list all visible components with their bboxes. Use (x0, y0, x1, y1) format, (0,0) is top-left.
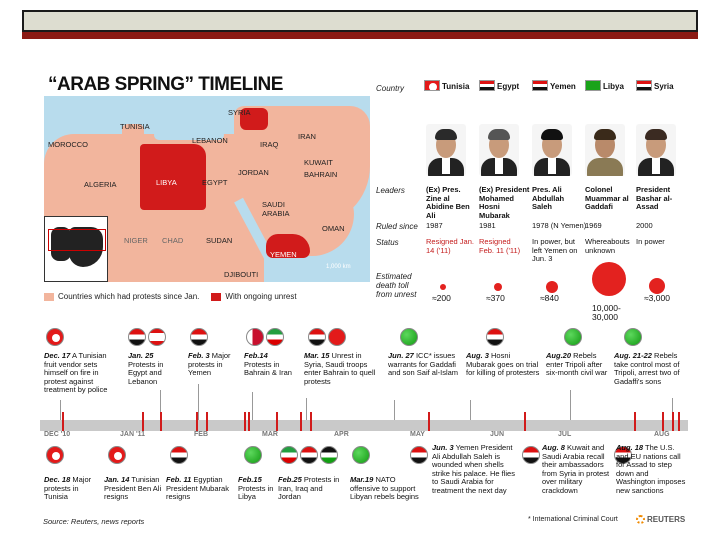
yemen-event-icon (410, 446, 428, 464)
map-label-kuwait: KUWAIT (304, 158, 333, 167)
map-label-tunisia: TUNISIA (120, 122, 150, 131)
event-tick (142, 412, 144, 431)
event-tick (248, 412, 250, 431)
event-date: Feb.15 (238, 475, 262, 484)
event-date: Jan. 14 (104, 475, 130, 484)
event-text: Rebels enter Tripoli after six-month civil war (546, 351, 608, 377)
tripoli-rebels-event-icon (564, 328, 582, 346)
egypt-event-icon (170, 446, 188, 464)
event-date: Feb. 11 (166, 475, 192, 484)
connector (570, 390, 571, 420)
event-text: ICC* issues warrants for Gaddafi and son Saif al-Islam (388, 351, 459, 377)
yemen-flag-icon (532, 80, 548, 91)
map-label-bahrain: BAHRAIN (304, 170, 338, 179)
event-date: Mar. 15 (304, 351, 330, 360)
map-label-djibouti: DJIBOUTI (224, 270, 259, 279)
event-date: Jan. 25 (128, 351, 154, 360)
event-tick (662, 412, 664, 431)
status-egypt: Resigned Feb. 11 ('11) (479, 237, 521, 255)
month-label: MAY (410, 431, 425, 438)
status-tunisia: Resigned Jan. 14 ('11) (426, 237, 474, 255)
tunisia-event-icon (46, 328, 64, 346)
tunisia-event-icon (108, 446, 126, 464)
timeline-event-bottom (44, 476, 98, 502)
row-label-leaders: Leaders (376, 186, 405, 195)
event-text: Kuwait and Saudi Arabia recall their ambassadors from Syria in protest over military crackdown (542, 443, 610, 495)
event-tick (196, 412, 198, 431)
portrait-gaddafi (585, 124, 625, 176)
leader-tunisia: (Ex) Pres. Zine al Abidine Ben Ali (426, 185, 470, 220)
timeline-event-top (614, 352, 686, 386)
ruled-tunisia: 1987 (426, 221, 443, 230)
legend-swatch-unrest (211, 293, 221, 301)
map-label-syria: SYRIA (228, 108, 251, 117)
event-date: Dec. 18 (44, 475, 71, 484)
iran-event-icon (266, 328, 284, 346)
tripoli-control-event-icon (624, 328, 642, 346)
libya-event-icon (244, 446, 262, 464)
iraq-event-icon (300, 446, 318, 464)
ruled-syria: 2000 (636, 221, 653, 230)
month-label: DEC '10 (44, 431, 71, 438)
month-label: JAN '11 (120, 431, 146, 438)
legend-protests-label: Countries which had protests since Jan. (58, 292, 200, 301)
egypt-flag-icon (479, 80, 495, 91)
map-label-saudi: SAUDI ARABIA (262, 200, 290, 218)
map-label-libya: LIBYA (156, 178, 177, 187)
event-text: Egyptian President Mubarak resigns (166, 475, 229, 501)
timeline-event-bottom (542, 444, 612, 495)
event-text: Major protests in Yemen (188, 351, 231, 377)
portrait-mubarak (479, 124, 519, 176)
event-tick (62, 412, 64, 431)
leader-yemen: Pres. Ali Abdullah Saleh (532, 185, 565, 211)
bahrain-event-icon (246, 328, 264, 346)
map-label-morocco: MOROCCO (48, 140, 88, 149)
event-text: A Tunisian fruit vendor sets himself on fire in protest against treatment by police (44, 351, 108, 394)
event-tick (524, 412, 526, 431)
timeline-event-top (244, 352, 292, 378)
slide-header-accent (22, 32, 698, 39)
deaths-egypt: ≈370 (486, 293, 505, 303)
libya-region (140, 144, 206, 210)
status-yemen: In power, but left Yemen on Jun. 3 (532, 237, 578, 263)
map-label-algeria: ALGERIA (84, 180, 117, 189)
event-tick (300, 412, 302, 431)
legend-unrest-label: With ongoing unrest (225, 292, 297, 301)
country-name-egypt: Egypt (497, 82, 520, 91)
timeline-axis (40, 420, 688, 431)
event-text: Protests in Bahrain & Iran (244, 359, 292, 377)
tunisia-flag-icon (424, 80, 440, 91)
map-label-iran: IRAN (298, 132, 316, 141)
row-label-country: Country (376, 84, 405, 93)
row-label-status: Status (376, 238, 399, 247)
connector (198, 384, 199, 420)
icc-libya-event-icon (400, 328, 418, 346)
event-date: Aug.20 (546, 351, 572, 360)
event-text: Protests in Libya (238, 483, 274, 501)
event-text: NATO offensive to support Libyan rebels begins (350, 475, 419, 501)
event-date: Aug. 18 (616, 443, 644, 452)
death-dot-tunisia (440, 284, 446, 290)
deaths-libya: 10,000-30,000 (592, 303, 621, 322)
leader-egypt: (Ex) President Mohamed Hosni Mubarak (479, 185, 530, 220)
month-label: AUG (654, 431, 670, 438)
map-label-egypt: EGYPT (202, 178, 228, 187)
timeline-event-bottom (166, 476, 230, 502)
country-name-syria: Syria (654, 82, 674, 91)
egypt-event-icon (128, 328, 146, 346)
portrait-assad (636, 124, 676, 176)
libya-flag-icon (585, 80, 601, 91)
connector (470, 400, 471, 420)
nato-libya-event-icon (352, 446, 370, 464)
month-label: JUL (558, 431, 572, 438)
event-tick (276, 412, 278, 431)
page-title: “ARAB SPRING” TIMELINE (48, 74, 283, 95)
month-label: MAR (262, 431, 278, 438)
event-tick (160, 412, 162, 431)
world-inset-map (44, 216, 108, 282)
event-tick (206, 412, 208, 431)
status-syria: In power (636, 237, 665, 246)
deaths-syria: ≈3,000 (644, 293, 670, 303)
timeline-event-top (388, 352, 462, 378)
deaths-tunisia: ≈200 (432, 293, 451, 303)
ruled-yemen: 1978 (N Yemen) (532, 221, 587, 230)
timeline-event-bottom (350, 476, 426, 502)
inset-focus-box (48, 229, 106, 251)
event-date: Feb.14 (244, 351, 268, 360)
syria-event-icon (308, 328, 326, 346)
ruled-egypt: 1981 (479, 221, 496, 230)
row-label-ruled: Ruled since (376, 222, 418, 231)
month-label: FEB (194, 431, 208, 438)
map-label-oman: OMAN (322, 224, 345, 233)
map-label-iraq: IRAQ (260, 140, 279, 149)
timeline-event-top (128, 352, 178, 386)
event-tick (678, 412, 680, 431)
event-text: Hosni Mubarak goes on trial for killing of protesters (466, 351, 540, 377)
connector (306, 398, 307, 420)
event-date: Feb.25 (278, 475, 302, 484)
legend-swatch-protests (44, 293, 54, 301)
saudi-event-icon (328, 328, 346, 346)
portrait-saleh (532, 124, 572, 176)
map-label-sudan: SUDAN (206, 236, 233, 245)
icc-footnote: * International Criminal Court (528, 516, 618, 523)
event-text: Tunisian President Ben Ali resigns (104, 475, 162, 501)
brand-label: REUTERS (647, 515, 686, 524)
syria-event-icon (522, 446, 540, 464)
status-libya: Whereabouts unknown (585, 237, 630, 255)
event-date: Mar.19 (350, 475, 374, 484)
event-text: Rebels take control most of Tripoli, arrest two of Gadaffi's sons (614, 351, 680, 386)
event-date: Dec. 17 (44, 351, 71, 360)
event-tick (310, 412, 312, 431)
timeline-event-top (44, 352, 120, 395)
event-text: The U.S. and EU nations call for Assad to step down and Washington imposes new sanctions (616, 443, 686, 495)
map-label-yemen: YEMEN (270, 250, 297, 259)
reuters-dots-icon (636, 515, 645, 524)
iran-event-icon (280, 446, 298, 464)
event-text: Major protests in Tunisia (44, 475, 92, 501)
event-date: Feb. 3 (188, 351, 210, 360)
portrait-ben-ali (426, 124, 466, 176)
map-legend (44, 292, 297, 301)
country-name-yemen: Yemen (550, 82, 576, 91)
event-text: Protests in Iran, Iraq and Jordan (278, 475, 340, 501)
death-dot-egypt (494, 283, 502, 291)
country-name-libya: Libya (603, 82, 624, 91)
deaths-yemen: ≈840 (540, 293, 559, 303)
event-tick (428, 412, 430, 431)
timeline-event-top (546, 352, 610, 378)
reuters-logo (636, 515, 685, 524)
timeline-event-top (188, 352, 236, 378)
timeline-event-bottom (616, 444, 688, 495)
death-dot-syria (649, 278, 665, 294)
syria-flag-icon (636, 80, 652, 91)
timeline-event-bottom (238, 476, 274, 502)
connector (252, 392, 253, 420)
event-date: Aug. 3 (466, 351, 489, 360)
event-date: Jun. 3 (432, 443, 454, 452)
timeline-event-bottom (278, 476, 340, 502)
event-tick (634, 412, 636, 431)
timeline-event-top (466, 352, 540, 378)
event-text: Protests in Egypt and Lebanon (128, 359, 164, 386)
event-text: Unrest in Syria, Saudi troops enter Bahrain to quell protests (304, 351, 376, 386)
event-tick (672, 412, 674, 431)
row-label-deaths: Estimated death toll from unrest (376, 272, 417, 299)
mubarak-trial-event-icon (486, 328, 504, 346)
timeline-event-top (304, 352, 380, 386)
leader-syria: President Bashar al-Assad (636, 185, 673, 211)
map-label-niger: NIGER (124, 236, 148, 245)
jordan-event-icon (320, 446, 338, 464)
ruled-libya: 1969 (585, 221, 602, 230)
connector (394, 400, 395, 420)
map-label-lebanon: LEBANON (192, 136, 228, 145)
timeline-event-bottom (432, 444, 518, 495)
death-dot-yemen (546, 281, 558, 293)
event-tick (244, 412, 246, 431)
slide-header-bar (22, 10, 698, 32)
month-label: JUN (490, 431, 505, 438)
lebanon-event-icon (148, 328, 166, 346)
source-note: Source: Reuters, news reports (43, 517, 145, 526)
map-label-chad: CHAD (162, 236, 184, 245)
event-text: Yemen President Ali Abdullah Saleh is wounded when shells strike his palace. He flies to Saudi Arabia for treatment the next day (432, 443, 515, 495)
event-date: Jun. 27 (388, 351, 414, 360)
month-label: APR (334, 431, 349, 438)
yemen-event-icon (190, 328, 208, 346)
event-date: Aug. 8 (542, 443, 565, 452)
country-name-tunisia: Tunisia (442, 82, 470, 91)
tunisia-event-icon (46, 446, 64, 464)
map-label-jordan: JORDAN (238, 168, 269, 177)
leader-libya: Colonel Muammar al Gaddafi (585, 185, 629, 211)
timeline-event-bottom (104, 476, 162, 502)
map-scale: 1,000 km (326, 264, 351, 270)
death-dot-libya (592, 262, 626, 296)
connector (60, 400, 61, 420)
event-date: Aug. 21-22 (614, 351, 652, 360)
